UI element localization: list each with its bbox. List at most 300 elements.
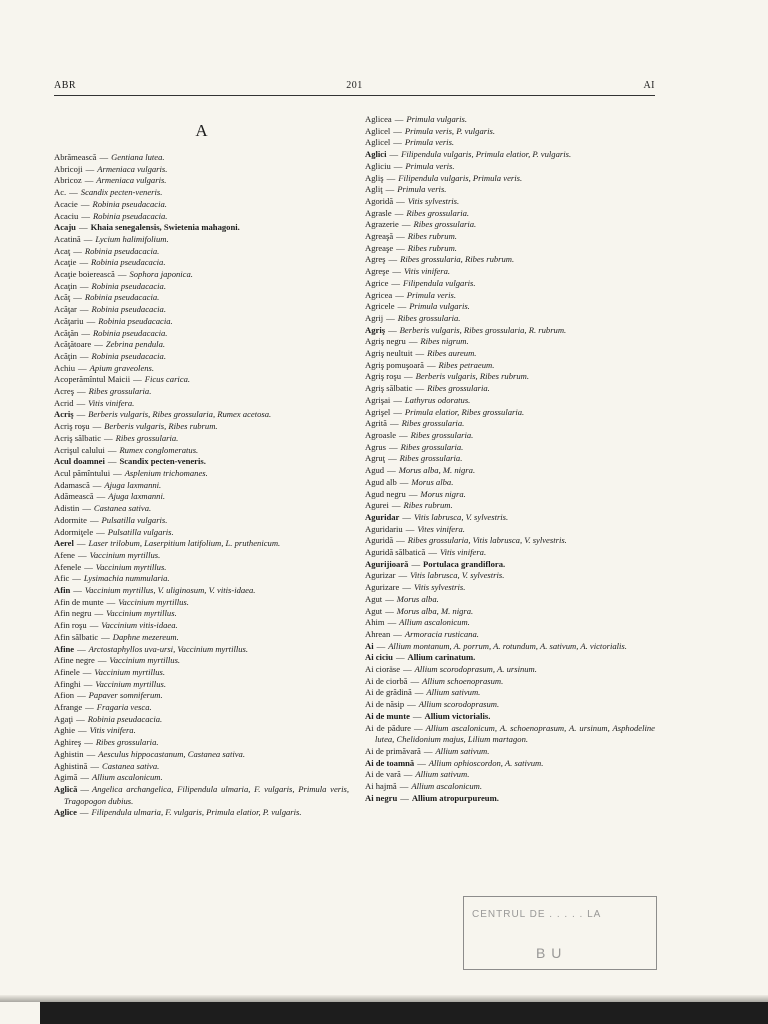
- entry-dash: —: [385, 184, 395, 195]
- entry-dash: —: [79, 807, 89, 818]
- entry-headword: Agurizare: [365, 582, 400, 593]
- entry-headword: Ai cioräse: [365, 664, 401, 675]
- entry-headword: Agreaşă: [365, 231, 394, 242]
- entry-latin-name: Robinia pseudacacia.: [91, 350, 166, 361]
- dictionary-entry: [54, 339, 349, 351]
- entry-latin-name: Primula veris.: [405, 160, 455, 171]
- entry-headword: Afion: [54, 690, 75, 701]
- dictionary-entry: [365, 664, 655, 676]
- entry-latin-name: Morus alba, M. nigra.: [398, 465, 476, 476]
- entry-dash: —: [414, 687, 424, 698]
- entry-dash: —: [76, 397, 86, 408]
- dictionary-entry: [54, 421, 349, 433]
- entry-dash: —: [77, 643, 86, 654]
- entry-latin-name: Robinia pseudacacia.: [84, 245, 160, 256]
- dictionary-entry: [365, 266, 655, 278]
- dictionary-entry: [365, 360, 655, 372]
- entry-dash: —: [90, 760, 100, 771]
- right-entries: [365, 114, 655, 804]
- entry-headword: Ai negru: [365, 792, 398, 803]
- entry-dash: —: [85, 163, 95, 174]
- entry-latin-name: Robinia pseudacacia.: [92, 327, 168, 338]
- entry-dash: —: [407, 699, 416, 710]
- entry-dash: —: [400, 792, 409, 803]
- entry-headword: Agruţ: [365, 453, 386, 464]
- entry-dash: —: [96, 491, 106, 502]
- dictionary-entry: [54, 491, 349, 503]
- entry-dash: —: [80, 198, 90, 209]
- dictionary-entry: [365, 535, 655, 547]
- entry-headword: Agurizar: [365, 570, 396, 581]
- entry-headword: Agrazerie: [365, 219, 399, 230]
- entry-latin-name: Portulaca grandiflora.: [423, 558, 506, 569]
- entry-latin-name: Pulsatilla vulgaris.: [107, 526, 174, 537]
- entry-latin-name: Ribes grossularia, Ribes rubrum.: [400, 254, 515, 265]
- dictionary-entry: [365, 114, 655, 126]
- entry-headword: Afic: [54, 573, 70, 584]
- entry-dash: —: [83, 233, 93, 244]
- dictionary-entry: [54, 679, 349, 691]
- entry-latin-name: Allium sativum.: [435, 745, 490, 756]
- dictionary-entry: [54, 222, 349, 234]
- dictionary-entry: [54, 445, 349, 457]
- dictionary-entry: [365, 430, 655, 442]
- dictionary-entry: [54, 725, 349, 737]
- entry-latin-name: Vaccinium myrtillus.: [106, 608, 177, 619]
- entry-headword: Agricele: [365, 301, 395, 312]
- entry-dash: —: [412, 710, 422, 721]
- entry-headword: Agreşe: [365, 266, 390, 277]
- dictionary-entry: [365, 582, 655, 594]
- entry-dash: —: [399, 429, 408, 440]
- entry-latin-name: Apium graveolens.: [89, 362, 155, 373]
- entry-headword: Abricoz: [54, 175, 82, 186]
- dictionary-entry: [54, 281, 349, 293]
- entry-headword: Agurei: [365, 500, 389, 511]
- dictionary-entry: [54, 316, 349, 328]
- dictionary-entry: [365, 231, 655, 243]
- dictionary-entry: [54, 573, 349, 585]
- entry-headword: Acăţătoare: [54, 339, 92, 350]
- dictionary-entry: [365, 336, 655, 348]
- entry-dash: —: [82, 666, 92, 677]
- entry-latin-name: Ribes grossularia.: [413, 219, 477, 230]
- entry-dash: —: [415, 383, 425, 394]
- entry-dash: —: [84, 737, 93, 748]
- entry-headword: Adămească: [54, 491, 94, 502]
- entry-latin-name: Vaccinium vitis-idaea.: [101, 620, 178, 631]
- stamp-line-1: CENTRUL DE . . . . . LA: [472, 909, 602, 920]
- entry-headword: Adormiţele: [54, 526, 94, 537]
- entry-dash: —: [84, 175, 94, 186]
- entry-latin-name: Ribes rubrum.: [407, 242, 457, 253]
- entry-latin-name: Primula veris.: [406, 289, 456, 300]
- entry-headword: Acrid: [54, 397, 74, 408]
- entry-dash: —: [80, 772, 89, 783]
- dictionary-entry: [54, 433, 349, 445]
- entry-dash: —: [417, 757, 426, 768]
- dictionary-entry: [54, 585, 349, 597]
- dictionary-entry: [365, 149, 655, 161]
- entry-latin-name: Morus nigra.: [420, 488, 466, 499]
- entry-dash: —: [391, 277, 400, 288]
- entry-latin-name: Ajuga laxmanni.: [108, 491, 166, 502]
- stamp-line-3: B U: [536, 945, 563, 961]
- entry-latin-name: Ribes aureum.: [427, 348, 477, 359]
- page-edge-shadow: [0, 995, 768, 1002]
- scan-dark-edge: [40, 1002, 768, 1024]
- entry-latin-name: Ribes grossularia.: [95, 737, 159, 748]
- entry-latin-name: Morus alba.: [411, 476, 454, 487]
- entry-headword: Agut: [365, 605, 383, 616]
- entry-headword: Aglicel: [365, 137, 391, 148]
- dictionary-entry: [365, 371, 655, 383]
- dictionary-entry: [365, 395, 655, 407]
- entry-headword: Agriş sălbatic: [365, 383, 413, 394]
- entry-latin-name: Primula veris, P. vulgaris.: [404, 125, 495, 136]
- dictionary-entry: [365, 161, 655, 173]
- entry-dash: —: [104, 432, 113, 443]
- entry-dash: —: [393, 628, 402, 639]
- entry-headword: Ai de năsip: [365, 699, 405, 710]
- dictionary-entry: [365, 477, 655, 489]
- entry-headword: Ac.: [54, 187, 67, 198]
- dictionary-entry: [54, 187, 349, 199]
- entry-latin-name: Castanea sativa.: [102, 760, 160, 771]
- entry-latin-name: Daphne mezereum.: [112, 631, 179, 642]
- entry-latin-name: Vitis sylvestris.: [407, 195, 460, 206]
- dictionary-entry: [365, 652, 655, 664]
- entry-headword: Afin de munte: [54, 596, 104, 607]
- entry-latin-name: Vaccinium myrtillus.: [118, 596, 189, 607]
- entry-dash: —: [386, 312, 395, 323]
- entry-dash: —: [76, 713, 85, 724]
- entry-headword: Agrişel: [365, 406, 391, 417]
- entry-dash: —: [107, 456, 117, 467]
- dictionary-entry: [54, 702, 349, 714]
- entry-latin-name: Filipendula vulgaris, Primula veris.: [398, 172, 523, 183]
- entry-dash: —: [96, 526, 105, 537]
- entry-headword: Adamască: [54, 479, 90, 490]
- entry-headword: Aglici: [365, 149, 387, 160]
- entry-dash: —: [391, 500, 401, 511]
- dictionary-entry: [54, 468, 349, 480]
- dictionary-entry: [365, 278, 655, 290]
- entry-dash: —: [77, 386, 86, 397]
- entry-latin-name: Robinia pseudacacia.: [84, 292, 160, 303]
- entry-headword: Aguridă: [365, 535, 394, 546]
- dictionary-entry: [54, 608, 349, 620]
- entry-headword: Aglicea: [365, 114, 392, 124]
- entry-headword: Aguridă sălbatică: [365, 547, 426, 558]
- entry-headword: Ahim: [365, 617, 385, 628]
- entry-dash: —: [83, 678, 93, 689]
- dictionary-entry: [54, 234, 349, 246]
- entry-latin-name: Allium ascalonicum, A. schoenoprasum, A. ursinum, Asphodeline lutea, Chelidonium majus, Lilium martagon.: [375, 722, 655, 745]
- entry-latin-name: Ribes grossularia.: [397, 312, 461, 323]
- entry-dash: —: [423, 745, 433, 756]
- entry-latin-name: Filipendula ulmaria, F. vulgaris, Primula elatior, P. vulgaris.: [91, 807, 302, 818]
- entry-latin-name: Primula vulgaris.: [409, 301, 470, 312]
- entry-latin-name: Asplenium trichomanes.: [124, 467, 208, 478]
- entry-latin-name: Primula veris.: [404, 137, 455, 148]
- dictionary-entry: [54, 386, 349, 398]
- entry-latin-name: Ribes grossularia.: [410, 429, 474, 440]
- entry-latin-name: Vaccinium myrtillus, V. uliginosum, V. vitis-idaea.: [84, 585, 256, 596]
- entry-headword: Ai de pădure: [365, 722, 411, 733]
- entry-headword: Afin: [54, 585, 71, 596]
- entry-headword: Afinele: [54, 666, 80, 677]
- entry-latin-name: Vitis labrusca, V. sylvestris.: [410, 570, 505, 581]
- dictionary-entry: [54, 597, 349, 609]
- dictionary-entry: [54, 246, 349, 258]
- dictionary-entry: [54, 527, 349, 539]
- dictionary-entry: [54, 620, 349, 632]
- dictionary-entry: [365, 254, 655, 266]
- entry-headword: Agroasle: [365, 429, 397, 440]
- entry-headword: Aglice: [54, 807, 77, 818]
- entry-headword: Agrasle: [365, 207, 392, 218]
- entry-dash: —: [89, 514, 99, 525]
- entry-dash: —: [79, 280, 89, 291]
- entry-dash: —: [393, 125, 402, 136]
- entry-latin-name: Angelica archangelica, Filipendula ulmaria, F. vulgaris, Primula veris, Tragopogon dubius.: [64, 783, 349, 806]
- entry-headword: Acul pămîntului: [54, 467, 111, 478]
- entry-headword: Acăţar: [54, 304, 77, 315]
- entry-headword: Agriş neultuit: [365, 348, 413, 359]
- entry-latin-name: Allium scorodoprasum.: [418, 699, 500, 710]
- dictionary-entry: [54, 351, 349, 363]
- entry-headword: Agimă: [54, 772, 78, 783]
- dictionary-entry: [365, 348, 655, 360]
- entry-headword: Aghistină: [54, 760, 88, 771]
- entry-latin-name: Allium schoenoprasum.: [422, 675, 504, 686]
- entry-latin-name: Zebrina pendula.: [105, 339, 166, 350]
- entry-headword: Agud alb: [365, 476, 397, 487]
- entry-latin-name: Allium ophioscordon, A. sativum.: [428, 757, 544, 768]
- entry-dash: —: [402, 511, 411, 522]
- entry-dash: —: [97, 655, 107, 666]
- entry-headword: Aguridariu: [365, 523, 403, 534]
- entry-latin-name: Vaccinium myrtillus.: [95, 561, 167, 572]
- entry-dash: —: [86, 748, 96, 759]
- dictionary-entry: [365, 758, 655, 770]
- dictionary-entry: [365, 594, 655, 606]
- entry-dash: —: [89, 620, 99, 631]
- entry-dash: —: [84, 561, 93, 572]
- dictionary-entry: [54, 772, 349, 784]
- entry-headword: Aguridar: [365, 511, 400, 522]
- entry-dash: —: [396, 195, 405, 206]
- entry-dash: —: [92, 479, 102, 490]
- entry-latin-name: Robinia pseudacacia.: [87, 713, 163, 724]
- entry-headword: Ai de primăvară: [365, 745, 421, 756]
- left-column: [54, 114, 349, 819]
- entry-headword: Agrij: [365, 312, 384, 323]
- dictionary-entry: [365, 524, 655, 536]
- entry-latin-name: Vaccinium myrtillus.: [94, 666, 166, 677]
- entry-latin-name: Ribes petraeum.: [438, 359, 495, 370]
- entry-headword: Agricea: [365, 289, 393, 300]
- dictionary-entry: [54, 807, 349, 819]
- entry-latin-name: Scandix pecten-veneris.: [80, 187, 163, 198]
- entry-dash: —: [72, 573, 81, 584]
- page-number: 201: [346, 80, 363, 91]
- entry-headword: Afene: [54, 549, 75, 560]
- entry-latin-name: Robinia pseudacacia.: [91, 280, 166, 291]
- entry-headword: Ai hajmă: [365, 781, 397, 792]
- entry-dash: —: [81, 210, 90, 221]
- dictionary-entry: [365, 687, 655, 699]
- entry-headword: Afrange: [54, 702, 83, 713]
- entry-headword: Adormite: [54, 514, 87, 525]
- dictionary-entry: [365, 301, 655, 313]
- entry-headword: Agrită: [365, 418, 387, 429]
- entry-dash: —: [428, 547, 437, 558]
- entry-headword: Agriş pomuşoară: [365, 359, 424, 370]
- entry-dash: —: [78, 549, 87, 560]
- entry-dash: —: [394, 114, 404, 124]
- entry-headword: Acaţ: [54, 245, 71, 256]
- entry-latin-name: Vaccinium myrtillus.: [109, 655, 181, 666]
- entry-dash: —: [386, 172, 396, 183]
- entry-headword: Afine negre: [54, 655, 95, 666]
- entry-headword: Agud negru: [365, 488, 406, 499]
- entry-headword: Acaţie: [54, 257, 77, 268]
- entry-latin-name: Robinia pseudacacia.: [91, 304, 166, 315]
- entry-latin-name: Ribes grossularia.: [401, 418, 465, 429]
- entry-latin-name: Ribes grossularia.: [427, 383, 490, 394]
- entry-latin-name: Sophora japonica.: [129, 269, 193, 280]
- dictionary-entry: [54, 374, 349, 386]
- entry-latin-name: Vitis vinifera.: [89, 725, 136, 736]
- entry-latin-name: Lycium halimifolium.: [95, 233, 169, 244]
- dictionary-entry: [365, 407, 655, 419]
- entry-headword: Aghie: [54, 725, 76, 736]
- entry-latin-name: Ribes grossularia.: [399, 453, 463, 464]
- dictionary-entry: [54, 164, 349, 176]
- entry-headword: Acaju: [54, 222, 76, 233]
- dictionary-entry: [365, 781, 655, 793]
- entry-headword: Acatină: [54, 233, 81, 244]
- entry-dash: —: [410, 675, 420, 686]
- entry-headword: Agut: [365, 593, 383, 604]
- dictionary-entry: [365, 313, 655, 325]
- dictionary-entry: [54, 714, 349, 726]
- entry-headword: Ahrean: [365, 628, 391, 639]
- entry-dash: —: [401, 219, 411, 230]
- entry-latin-name: Primula elatior, Ribes grossularia.: [404, 406, 525, 417]
- entry-latin-name: Morus alba, M. nigra.: [396, 605, 474, 616]
- entry-latin-name: Armeniaca vulgaris.: [97, 163, 168, 174]
- dictionary-entry: [365, 325, 655, 337]
- dictionary-entry: [365, 617, 655, 629]
- entry-dash: —: [396, 231, 405, 242]
- entry-latin-name: Castanea sativa.: [93, 503, 152, 514]
- dictionary-entry: [54, 211, 349, 223]
- entry-headword: Acăţin: [54, 350, 77, 361]
- entry-headword: Acăţ: [54, 292, 71, 303]
- entry-headword: Agreş: [365, 254, 386, 265]
- dictionary-entry: [54, 257, 349, 269]
- entry-latin-name: Primula veris.: [397, 184, 447, 195]
- entry-dash: —: [398, 570, 408, 581]
- dictionary-entry: [54, 737, 349, 749]
- entry-dash: —: [415, 348, 425, 359]
- entry-headword: Afinghi: [54, 678, 81, 689]
- entry-dash: —: [393, 137, 402, 148]
- entry-latin-name: Arctostaphyllos uva-ursi, Vaccinium myrtillus.: [88, 643, 249, 654]
- entry-dash: —: [73, 292, 82, 303]
- entry-headword: Ai: [365, 640, 374, 651]
- entry-headword: Agoridă: [365, 195, 394, 206]
- entry-headword: Agliciu: [365, 160, 391, 171]
- entry-latin-name: Scandix pecten-veneris.: [119, 456, 206, 467]
- entry-dash: —: [403, 664, 412, 675]
- entry-latin-name: Vitis vinifera.: [403, 266, 451, 277]
- entry-dash: —: [411, 558, 421, 569]
- entry-latin-name: Laser trilobum, Laserpitium latifolium, L. pruthenicum.: [88, 538, 281, 549]
- entry-dash: —: [399, 476, 409, 487]
- dictionary-entry: [365, 184, 655, 196]
- dictionary-entry: [54, 550, 349, 562]
- entry-latin-name: Filipendula vulgaris, Primula elatior, P. vulgaris.: [401, 149, 572, 160]
- entry-headword: Acaciu: [54, 210, 79, 221]
- entry-latin-name: Lathyrus odoratus.: [404, 394, 471, 405]
- entry-dash: —: [85, 702, 94, 713]
- entry-latin-name: Ribes grossularia, Vitis labrusca, V. sylvestris.: [407, 535, 567, 546]
- entry-dash: —: [94, 339, 103, 350]
- section-letter: A: [195, 121, 208, 140]
- entry-headword: Agaţi: [54, 713, 74, 724]
- entry-latin-name: Vitis labrusca, V. sylvestris.: [413, 511, 509, 522]
- dictionary-entry: [365, 418, 655, 430]
- entry-headword: Agriş negru: [365, 336, 406, 347]
- entry-dash: —: [387, 465, 396, 476]
- dictionary-entry: [54, 456, 349, 468]
- entry-dash: —: [133, 374, 142, 385]
- entry-headword: Agreaşe: [365, 242, 394, 253]
- entry-headword: Agrus: [365, 441, 387, 452]
- entry-dash: —: [392, 266, 401, 277]
- entry-dash: —: [395, 289, 404, 300]
- entry-dash: —: [395, 652, 405, 663]
- entry-dash: —: [394, 207, 404, 218]
- dictionary-entry: [54, 199, 349, 211]
- entry-latin-name: Filipendula vulgaris.: [402, 277, 476, 288]
- entry-dash: —: [117, 269, 127, 280]
- dictionary-entry: [54, 480, 349, 492]
- dictionary-entry: [54, 761, 349, 773]
- entry-dash: —: [408, 336, 418, 347]
- dictionary-entry: [54, 632, 349, 644]
- dictionary-entry: [365, 676, 655, 688]
- dictionary-entry: [365, 512, 655, 524]
- entry-headword: Ai de ciorbă: [365, 675, 408, 686]
- entry-latin-name: Allium scorodoprasum, A. ursinum.: [414, 664, 537, 675]
- entry-headword: Ai ciciu: [365, 652, 393, 663]
- entry-headword: Afin negru: [54, 608, 92, 619]
- dictionary-entry: [54, 409, 349, 421]
- entry-headword: Aghireş: [54, 737, 82, 748]
- entry-latin-name: Aesculus hippocastanum, Castanea sativa.: [98, 748, 246, 759]
- dictionary-entry: [365, 793, 655, 805]
- entry-latin-name: Allium sativum.: [415, 769, 470, 780]
- entry-latin-name: Berberis vulgaris, Ribes rubrum.: [104, 421, 218, 432]
- entry-latin-name: Robinia pseudacacia.: [98, 315, 173, 326]
- dictionary-entry: [54, 152, 349, 164]
- dictionary-entry: [365, 606, 655, 618]
